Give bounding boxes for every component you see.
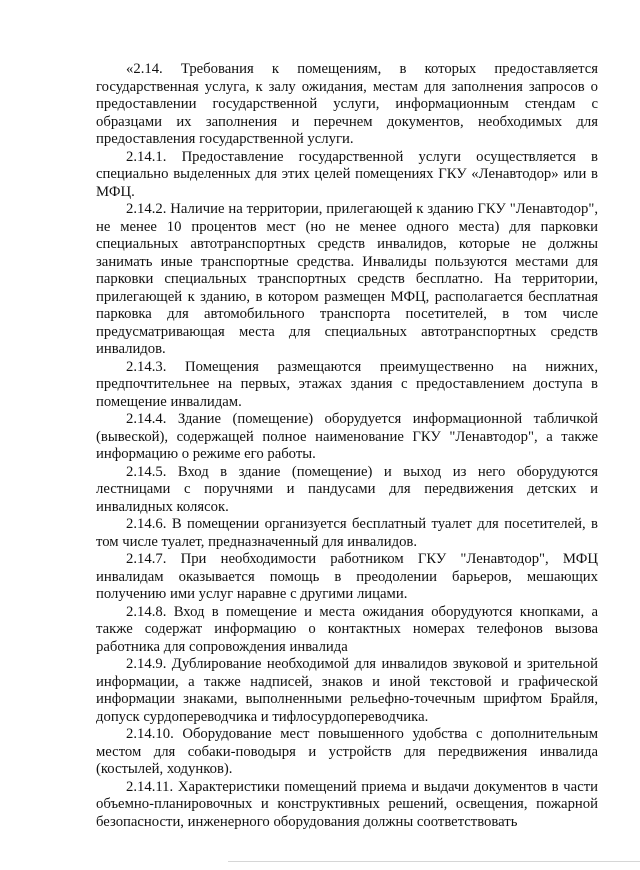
paragraph-2-14-1: 2.14.1. Предоставление государственной услуги осуществляется в специально выделенных для этих целей помещениях ГКУ «Ленавтодор» или в МФЦ. [96,148,598,200]
paragraph-2-14-6: 2.14.6. В помещении организуется бесплатный туалет для посетителей, в том числе туалет, предназначенный для инвалидов. [96,516,598,550]
paragraph-2-14-3: 2.14.3. Помещения размещаются преимущественно на нижних, предпочтительнее на первых, этажах здания с предоставлением доступа в помещение инвалидам. [96,358,598,410]
section-2-14-heading-paragraph: «2.14. Требования к помещениям, в которых предоставляется государственная услуга, к залу ожидания, местам для заполнения запросов о предоставлении государственной услуги, информационным стендам с образцами их заполнения и перечнем документов, необходимых для предоставления государственной услуги. [96,61,598,147]
paragraph-2-14-8: 2.14.8. Вход в помещение и места ожидания оборудуются кнопками, а также содержат информацию о контактных номерах телефонов вызова работника для сопровождения инвалида [96,603,598,655]
scan-bottom-edge-line [228,861,640,862]
paragraph-2-14-5: 2.14.5. Вход в здание (помещение) и выход из него оборудуются лестницами с поручнями и пандусами для передвижения детских и инвалидных колясок. [96,463,598,515]
paragraph-2-14-9: 2.14.9. Дублирование необходимой для инвалидов звуковой и зрительной информации, а также надписей, знаков и иной текстовой и графической информации знаками, выполненными рельефно-точечным шрифтом Брайля, допуск сурдопереводчика и тифлосурдопереводчика. [96,656,598,725]
paragraph-2-14-4: 2.14.4. Здание (помещение) оборудуется информационной табличкой (вывеской), содержащей полное наименование ГКУ "Ленавтодор", а также информацию о режиме его работы. [96,411,598,462]
paragraph-2-14-2: 2.14.2. Наличие на территории, прилегающей к зданию ГКУ "Ленавтодор", не менее 10 процентов мест (но не менее одного места) для парковки специальных автотранспортных средств инвалидов, которые не должны занимать иные транспортные средства. Инвалиды пользуются местами для парковки специальных транспортных средств бесплатно. На территории, прилегающей к зданию, в котором размещен МФЦ, располагается бесплатная парковка для автомобильного транспорта посетителей, в том числе предусматривающая места для специальных автотранспортных средств инвалидов. [96,201,598,357]
document-body [96,61,598,831]
paragraph-2-14-7: 2.14.7. При необходимости работником ГКУ "Ленавтодор", МФЦ инвалидам оказывается помощь в преодолении барьеров, мешающих получению ими услуг наравне с другими лицами. [96,551,598,602]
paragraph-2-14-10: 2.14.10. Оборудование мест повышенного удобства с дополнительным местом для собаки-поводыря и устройств для передвижения инвалида (костылей, ходунков). [96,726,598,777]
paragraph-2-14-11: 2.14.11. Характеристики помещений приема и выдачи документов в части объемно-планировочных и конструктивных решений, освещения, пожарной безопасности, инженерного оборудования должны соответствовать [96,778,598,830]
